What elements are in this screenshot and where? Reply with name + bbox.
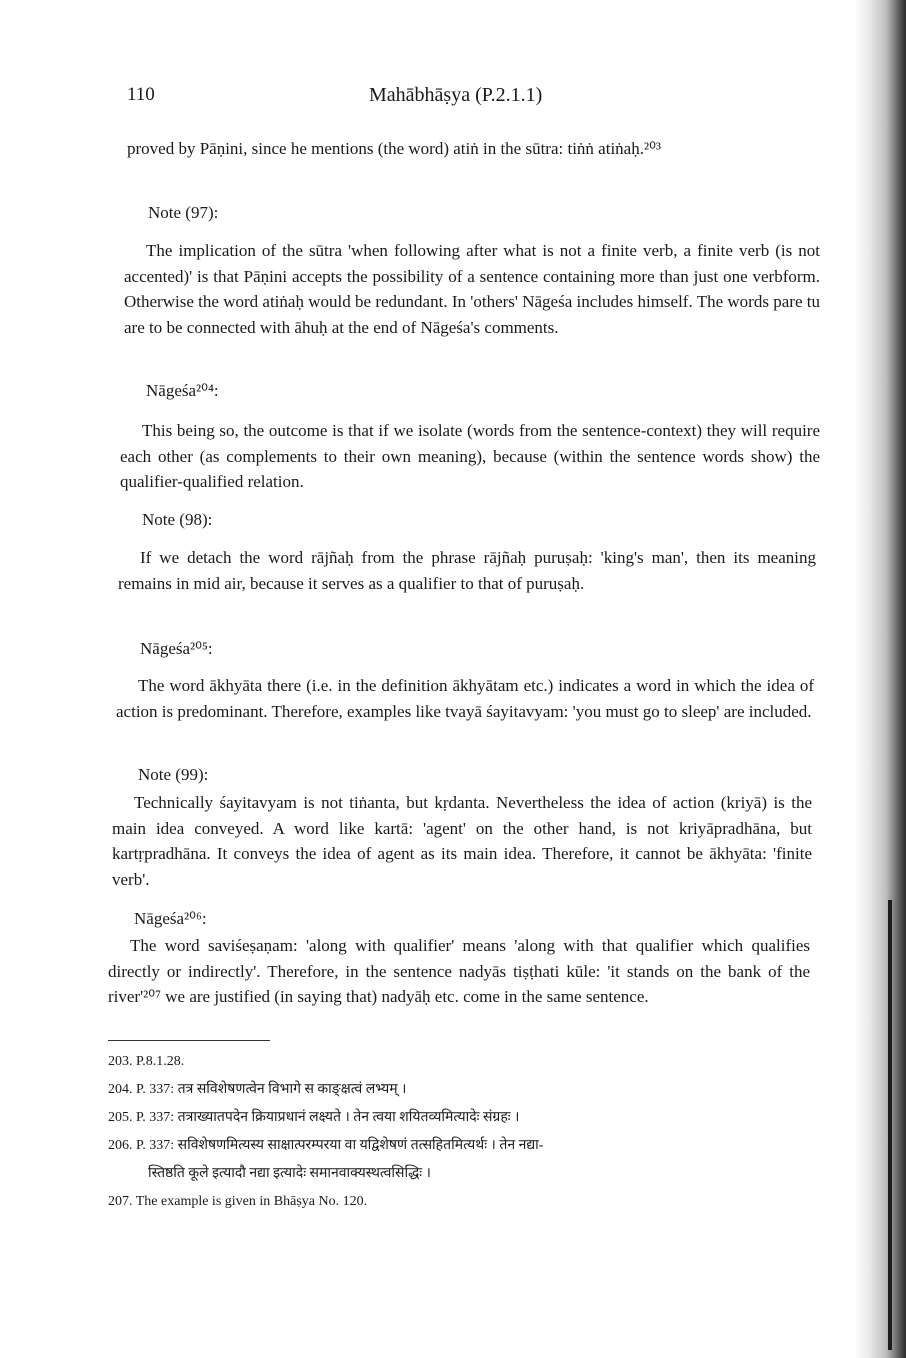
page-binding-edge — [854, 0, 906, 1358]
page-header — [127, 84, 827, 114]
footnote-207: 207. The example is given in Bhāṣya No. 120. — [108, 1194, 368, 1209]
note-99-paragraph: Technically śayitavyam is not tiṅanta, but kṛdanta. Nevertheless the idea of action (kriyā) is the main idea conveyed. A word like kartā: 'agent' on the other hand, is not kriyāpradhāna, but kartṛpradhāna. It conveys the idea of agent as its main idea. Therefore, it cannot be ākhyāta: 'finite verb'. — [112, 793, 812, 889]
footnote-203: 203. P.8.1.28. — [108, 1054, 185, 1069]
footnote-206-continuation: स्तिष्ठति कूले इत्यादौ नद्या इत्यादेः समानवाक्यस्थत्वसिद्धिः । — [148, 1166, 431, 1181]
note-99-heading: Note (99): — [138, 765, 209, 784]
note-97-heading: Note (97): — [148, 203, 219, 222]
footnote-205: 205. P. 337: तत्राख्यातपदेन क्रियाप्रधानं लक्ष्यते । तेन त्वया शयितव्यमित्यादेः संग्रहः । — [108, 1110, 520, 1125]
nagesa-205-paragraph: The word ākhyāta there (i.e. in the definition ākhyātam etc.) indicates a word in which the idea of action is predominant. Therefore, examples like tvayā śayitavyam: 'you must go to sleep' are included. — [116, 676, 814, 721]
nagesa-204-paragraph: This being so, the outcome is that if we isolate (words from the sentence-context) they will require each other (as complements to their own meaning), because (within the sentence words show) the qualifier-qualified relation. — [120, 421, 820, 491]
nagesa-204-heading: Nāgeśa²⁰⁴: — [146, 381, 219, 400]
footnote-206: 206. P. 337: सविशेषणमित्यस्य साक्षात्परम्परया वा यद्विशेषणं तत्सहितमित्यर्थः । तेन नद्या- — [108, 1138, 544, 1153]
page-binding-line — [888, 900, 892, 1350]
nagesa-206-heading: Nāgeśa²⁰⁶: — [134, 909, 207, 928]
note-97-paragraph: The implication of the sūtra 'when following after what is not a finite verb, a finite verb (is not accented)' is that Pāṇini accepts the possibility of a sentence containing more than just one verbform. Otherwise the word atiṅaḥ would be redundant. In 'others' Nāgeśa includes himself. The words pare tu are to be connected with āhuḥ at the end of Nāgeśa's comments. — [124, 241, 820, 337]
page-number: 110 — [127, 84, 155, 105]
paragraph-continuation: proved by Pāṇini, since he mentions (the word) atiṅ in the sūtra: tiṅṅ atiṅaḥ.²⁰³ — [127, 139, 661, 158]
nagesa-205-heading: Nāgeśa²⁰⁵: — [140, 639, 213, 658]
footnotes — [108, 1048, 798, 1216]
nagesa-206-paragraph: The word saviśeṣaṇam: 'along with qualifier' means 'along with that qualifier which qualifies directly or indirectly'. Therefore, in the sentence nadyās tiṣṭhati kūle: 'it stands on the bank of the river'²⁰⁷ we are justified (in saying that) nadyāḥ etc. come in the same sentence. — [108, 936, 810, 1006]
footnote-rule — [108, 1040, 270, 1041]
note-98-paragraph: If we detach the word rājñaḥ from the phrase rājñaḥ puruṣaḥ: 'king's man', then its meaning remains in mid air, because it serves as a qualifier to that of puruṣaḥ. — [118, 548, 816, 593]
footnote-204: 204. P. 337: तत्र सविशेषणत्वेन विभागे स काङ्क्षत्वं लभ्यम् । — [108, 1082, 407, 1097]
running-head: Mahābhāṣya (P.2.1.1) — [369, 84, 543, 106]
note-98-heading: Note (98): — [142, 510, 213, 529]
